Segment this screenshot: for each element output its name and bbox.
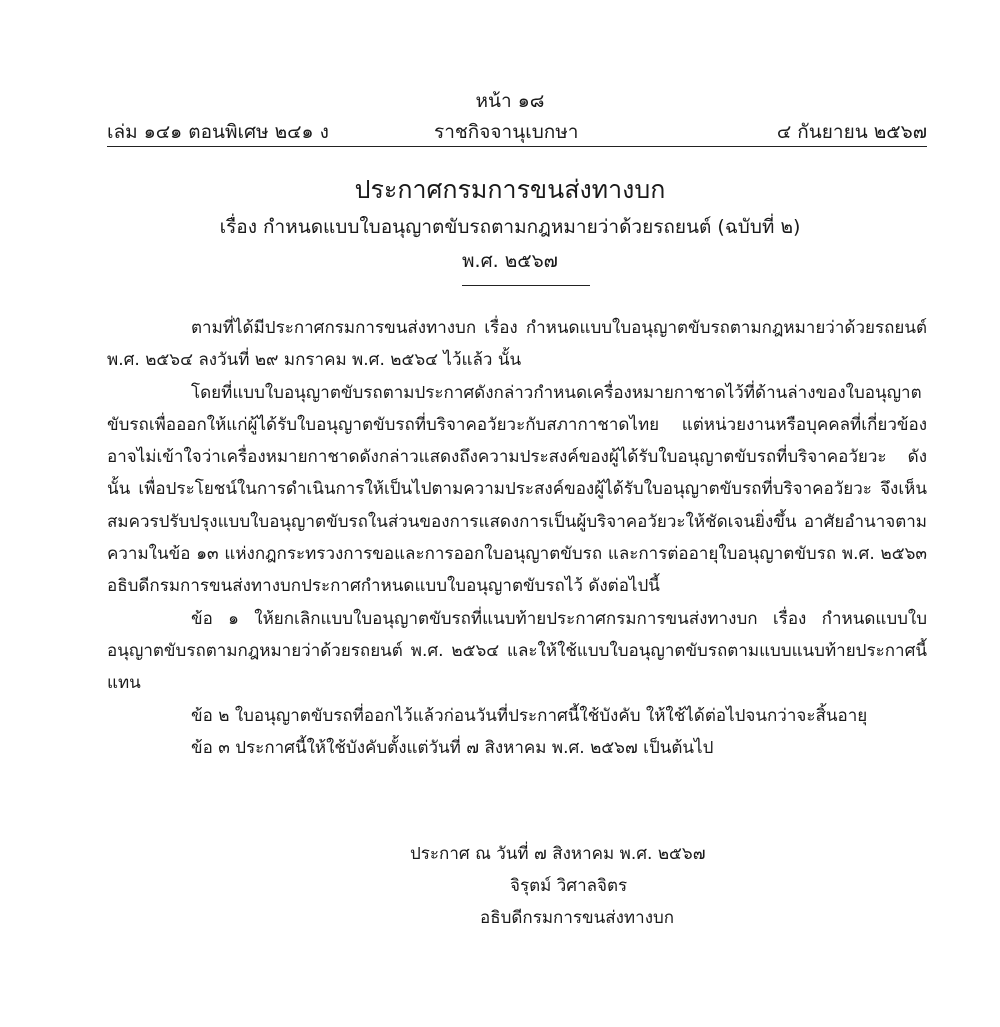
signature-block bbox=[410, 838, 830, 934]
gazette-header bbox=[107, 117, 927, 143]
announcement-body bbox=[107, 312, 927, 764]
body-paragraph: ตามที่ได้มีประกาศกรมการขนส่งทางบก เรื่อง กำหนดแบบใบอนุญาตขับรถตามกฎหมายว่าด้วยรถยนต์ พ.ศ. ๒๕๖๔ ลงวันที่ ๒๙ มกราคม พ.ศ. ๒๕๖๔ ไว้แล้ว นั้น bbox=[107, 318, 927, 371]
volume-issue: เล่ม ๑๔๑ ตอนพิเศษ ๒๔๑ ง bbox=[107, 121, 329, 143]
announcement-subject: เรื่อง กำหนดแบบใบอนุญาตขับรถตามกฎหมายว่าด้วยรถยนต์ (ฉบับที่ ๒) bbox=[219, 216, 801, 238]
announcement-year: พ.ศ. ๒๕๖๗ bbox=[462, 250, 558, 272]
body-paragraph: โดยที่แบบใบอนุญาตขับรถตามประกาศดังกล่าวกำหนดเครื่องหมายกาชาดไว้ที่ด้านล่างของใบอนุญาตขับรถเพื่อออกให้แก่ผู้ได้รับใบอนุญาตขับรถที่บริจาคอวัยวะกับสภากาชาดไทย แต่หน่วยงานหรือบุคคลที่เกี่ยวข้องอาจไม่เข้าใจว่าเครื่องหมายกาชาดดังกล่าวแสดงถึงความประสงค์ของผู้ได้รับใบอนุญาตขับรถที่บริจาคอวัยวะ ดังนั้น เพื่อประโยชน์ในการดำเนินการให้เป็นไปตามความประสงค์ของผู้ได้รับใบอนุญาตขับรถที่บริจาคอวัยวะ จึงเห็นสมควรปรับปรุงแบบใบอนุญาตขับรถในส่วนของการแสดงการเป็นผู้บริจาคอวัยวะให้ชัดเจนยิ่งขึ้น อาศัยอำนาจตามความในข้อ ๑๓ แห่งกฎกระทรวงการขอและการออกใบอนุญาตขับรถ และการต่ออายุใบอนุญาตขับรถ พ.ศ. ๒๕๖๓ อธิบดีกรมการขนส่งทางบกประกาศกำหนดแบบใบอนุญาตขับรถไว้ ดังต่อไปนี้ bbox=[107, 382, 927, 597]
signature-date: ประกาศ ณ วันที่ ๗ สิงหาคม พ.ศ. ๒๕๖๗ bbox=[410, 844, 706, 864]
title-divider bbox=[462, 285, 590, 286]
gazette-name: ราชกิจจานุเบกษา bbox=[434, 121, 579, 143]
publication-date: ๔ กันยายน ๒๕๖๗ bbox=[776, 121, 927, 143]
clause-3: ข้อ ๓ ประกาศนี้ให้ใช้บังคับตั้งแต่วันที่ ๗ สิงหาคม พ.ศ. ๒๕๖๗ เป็นต้นไป bbox=[191, 737, 714, 758]
clause-1: ข้อ ๑ ให้ยกเลิกแบบใบอนุญาตขับรถที่แนบท้ายประกาศกรมการขนส่งทางบก เรื่อง กำหนดแบบใบอนุญาตขับรถตามกฎหมายว่าด้วยรถยนต์ พ.ศ. ๒๕๖๔ และให้ใช้แบบใบอนุญาตขับรถตามแบบแนบท้ายประกาศนี้แทน bbox=[107, 608, 927, 694]
announcement-title: ประกาศกรมการขนส่งทางบก bbox=[354, 175, 666, 204]
header-divider bbox=[107, 146, 927, 147]
page-number: หน้า ๑๘ bbox=[475, 90, 545, 112]
signatory-name: จิรุตม์ วิศาลจิตร bbox=[510, 876, 628, 896]
signatory-position: อธิบดีกรมการขนส่งทางบก bbox=[480, 908, 675, 928]
clause-2: ข้อ ๒ ใบอนุญาตขับรถที่ออกไว้แล้วก่อนวันที่ประกาศนี้ใช้บังคับ ให้ใช้ได้ต่อไปจนกว่าจะสิ้นอายุ bbox=[191, 705, 868, 726]
